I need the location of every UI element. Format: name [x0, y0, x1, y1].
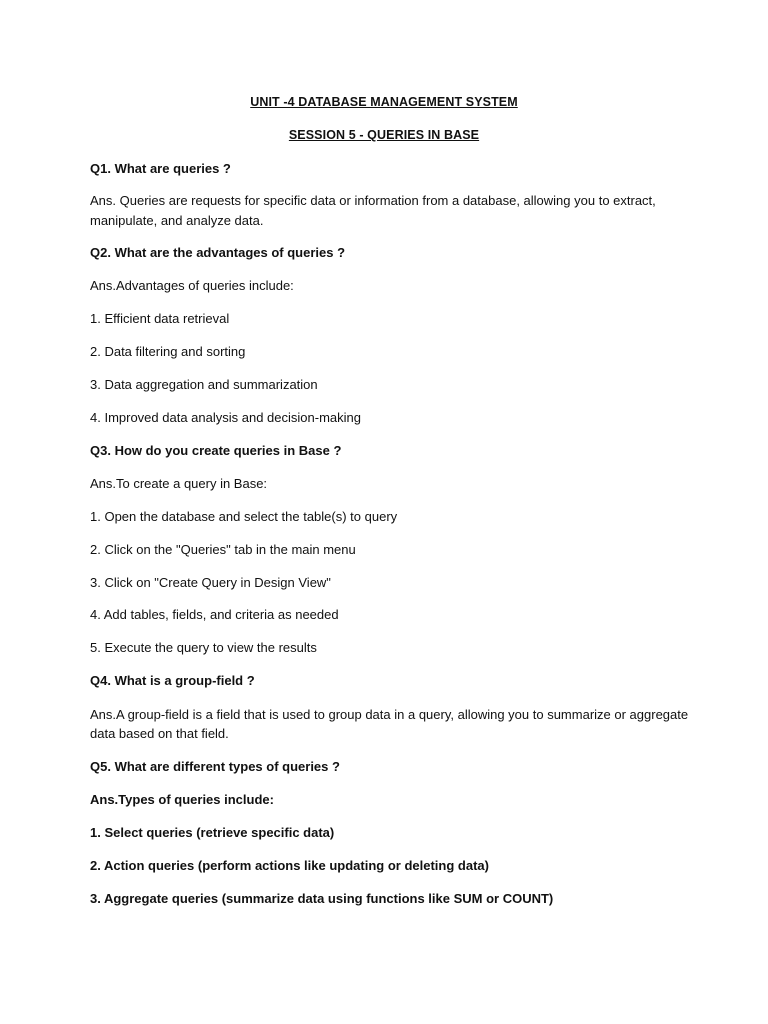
answer-5-intro: Ans.Types of queries include:: [90, 792, 274, 807]
list-item: 3. Click on "Create Query in Design View": [90, 575, 331, 590]
answer-4-line-1: Ans.A group-field is a field that is used to group data in a query, allowing you to summarize or aggregate: [90, 707, 689, 722]
list-item: 3. Data aggregation and summarization: [90, 377, 318, 392]
list-item: 1. Open the database and select the table(s) to query: [90, 509, 398, 524]
answer-1-line-2: manipulate, and analyze data.: [90, 213, 264, 228]
list-item: 5. Execute the query to view the results: [90, 640, 317, 655]
document-subtitle: SESSION 5 - QUERIES IN BASE: [288, 128, 480, 142]
list-item: 3. Aggregate queries (summarize data using functions like SUM or COUNT): [90, 891, 554, 906]
answer-2-intro: Ans.Advantages of queries include:: [90, 278, 294, 293]
answer-4-line-2: data based on that field.: [90, 726, 229, 741]
question-2: Q2. What are the advantages of queries ?: [90, 245, 346, 260]
list-item: 1. Select queries (retrieve specific data): [90, 825, 335, 840]
list-item: 2. Data filtering and sorting: [90, 344, 246, 359]
question-1: Q1. What are queries ?: [90, 161, 231, 176]
list-item: 4. Improved data analysis and decision-making: [90, 410, 361, 425]
answer-3-intro: Ans.To create a query in Base:: [90, 476, 268, 491]
list-item: 1. Efficient data retrieval: [90, 311, 230, 326]
list-item: 2. Action queries (perform actions like updating or deleting data): [90, 858, 489, 873]
question-5: Q5. What are different types of queries ?: [90, 759, 340, 774]
document-title: UNIT -4 DATABASE MANAGEMENT SYSTEM: [250, 95, 518, 109]
answer-1-line-1: Ans. Queries are requests for specific data or information from a database, allowing you to extract,: [90, 193, 656, 208]
list-item: 2. Click on the "Queries" tab in the main menu: [90, 542, 356, 557]
question-3: Q3. How do you create queries in Base ?: [90, 443, 342, 458]
question-4: Q4. What is a group-field ?: [90, 673, 255, 688]
list-item: 4. Add tables, fields, and criteria as needed: [90, 607, 339, 622]
